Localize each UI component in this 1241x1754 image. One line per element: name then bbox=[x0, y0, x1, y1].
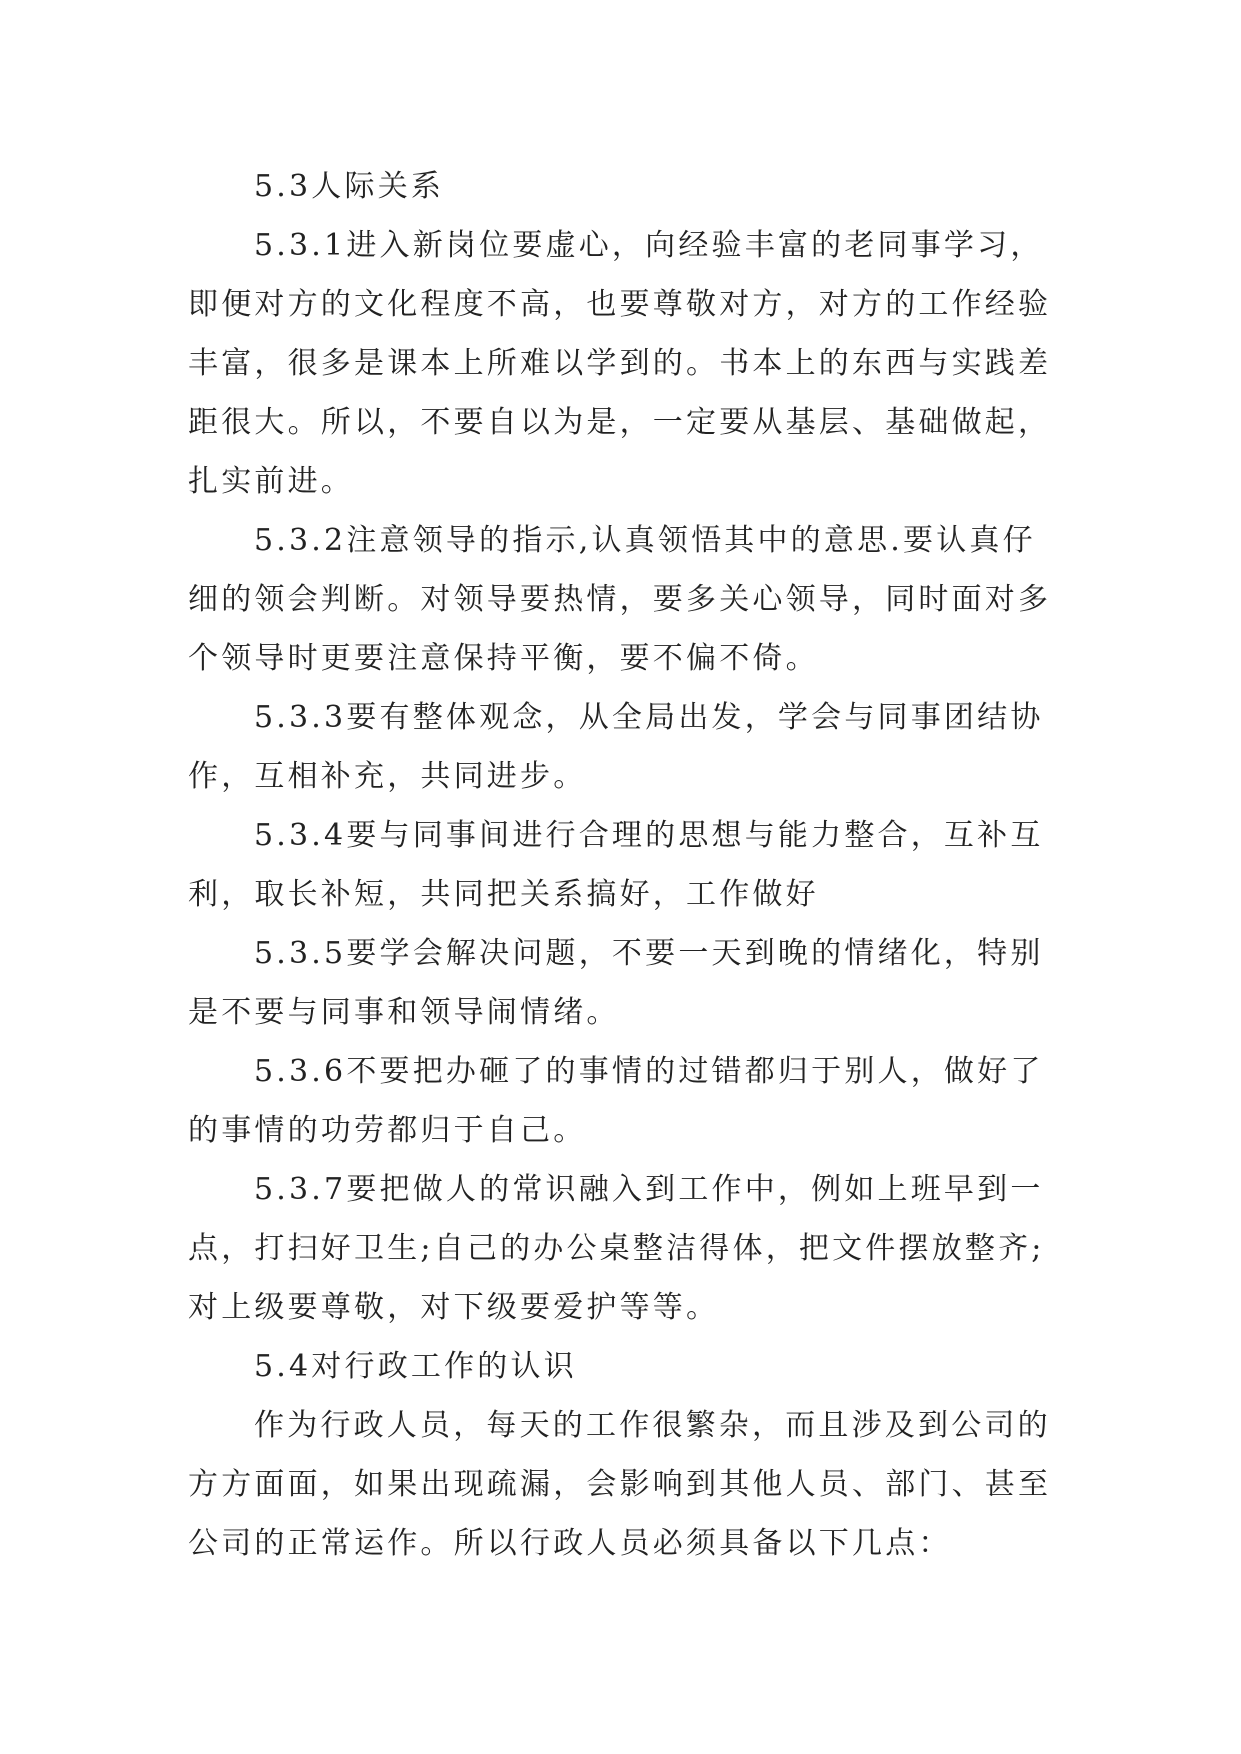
paragraph-line: 利，取长补短，共同把关系搞好，工作做好 bbox=[188, 877, 819, 912]
paragraph-line: 5.3.1进入新岗位要虚心，向经验丰富的老同事学习， bbox=[254, 228, 1044, 263]
paragraph-line: 即便对方的文化程度不高，也要尊敬对方，对方的工作经验 bbox=[188, 287, 1052, 322]
paragraph-line: 方方面面，如果出现疏漏，会影响到其他人员、部门、甚至 bbox=[188, 1467, 1052, 1502]
paragraph-line: 距很大。所以，不要自以为是，一定要从基层、基础做起， bbox=[188, 405, 1052, 440]
paragraph-line: 5.3.4要与同事间进行合理的思想与能力整合，互补互 bbox=[254, 818, 1044, 853]
paragraph-line: 丰富，很多是课本上所难以学到的。书本上的东西与实践差 bbox=[188, 346, 1052, 381]
heading-5-3: 5.3人际关系 bbox=[254, 169, 445, 204]
document-body bbox=[188, 157, 1068, 1573]
paragraph-line: 作，互相补充，共同进步。 bbox=[188, 759, 587, 794]
paragraph-line: 点，打扫好卫生;自己的办公桌整洁得体，把文件摆放整齐; bbox=[188, 1231, 1045, 1266]
paragraph-line: 是不要与同事和领导闹情绪。 bbox=[188, 995, 620, 1030]
paragraph-line: 个领导时更要注意保持平衡，要不偏不倚。 bbox=[188, 641, 819, 676]
paragraph-line: 对上级要尊敬，对下级要爱护等等。 bbox=[188, 1290, 720, 1325]
paragraph-line: 5.3.6不要把办砸了的事情的过错都归于别人，做好了 bbox=[254, 1054, 1044, 1089]
paragraph-line: 5.3.5要学会解决问题，不要一天到晚的情绪化，特别 bbox=[254, 936, 1044, 971]
paragraph-line: 5.3.7要把做人的常识融入到工作中，例如上班早到一 bbox=[254, 1172, 1044, 1207]
paragraph-line: 细的领会判断。对领导要热情，要多关心领导，同时面对多 bbox=[188, 582, 1052, 617]
paragraph-line: 的事情的功劳都归于自己。 bbox=[188, 1113, 587, 1148]
paragraph-line: 5.3.3要有整体观念，从全局出发，学会与同事团结协 bbox=[254, 700, 1044, 735]
paragraph-line: 扎实前进。 bbox=[188, 464, 354, 499]
paragraph-line: 公司的正常运作。所以行政人员必须具备以下几点： bbox=[188, 1526, 952, 1561]
heading-5-4: 5.4对行政工作的认识 bbox=[254, 1349, 577, 1384]
paragraph-line: 5.3.2注意领导的指示,认真领悟其中的意思.要认真仔 bbox=[254, 523, 1036, 558]
paragraph-line: 作为行政人员，每天的工作很繁杂，而且涉及到公司的 bbox=[254, 1408, 1051, 1443]
